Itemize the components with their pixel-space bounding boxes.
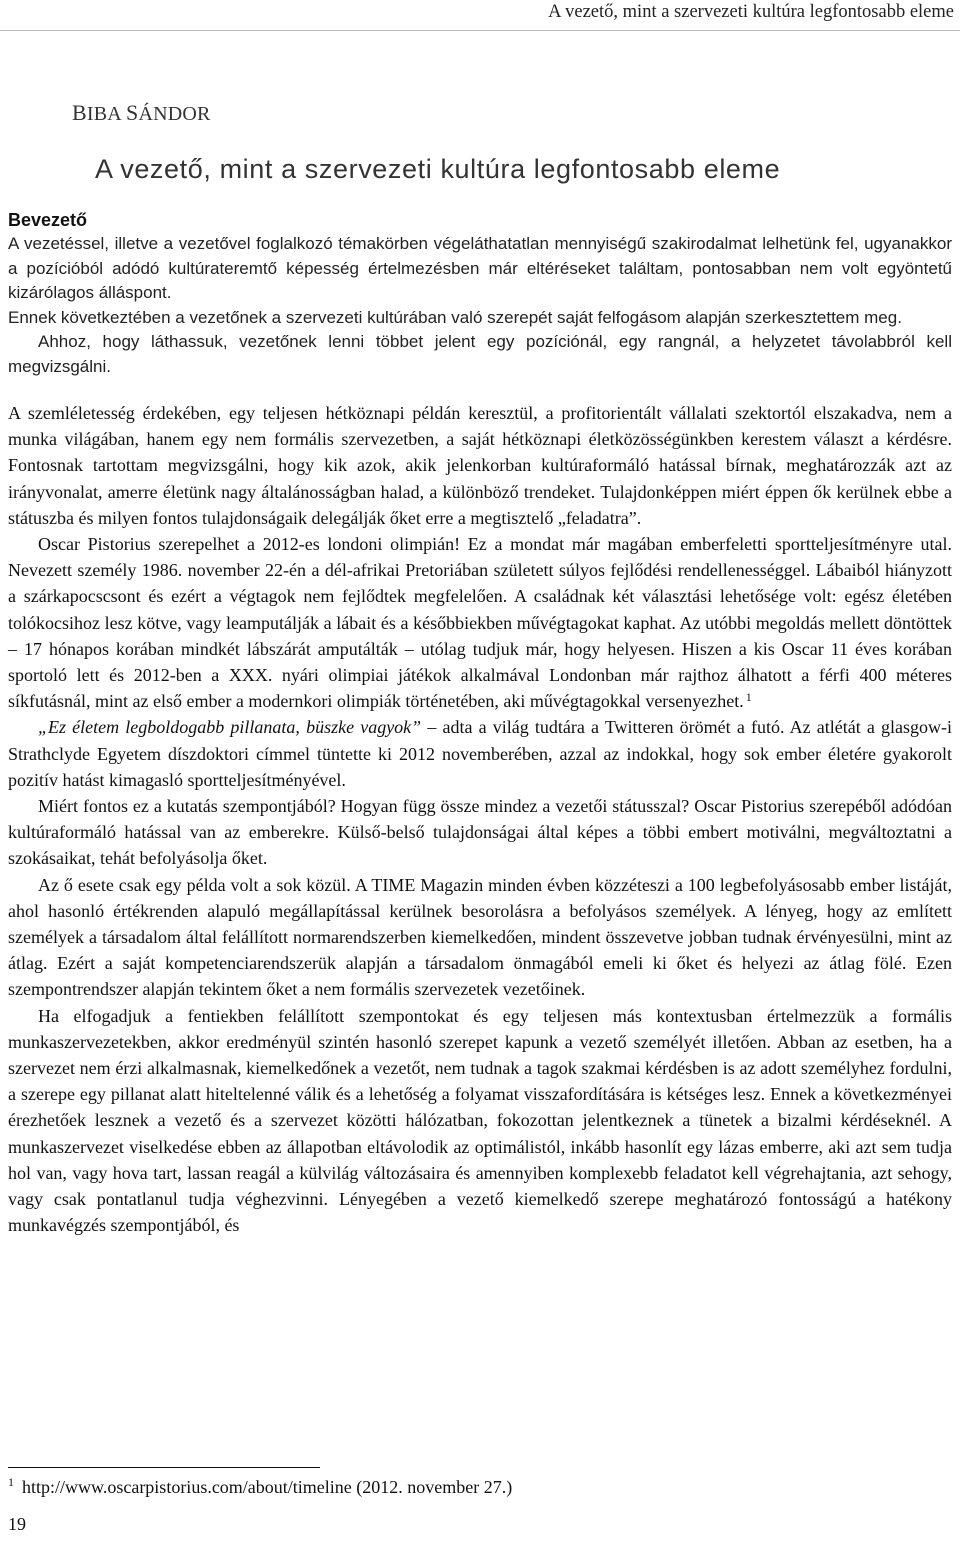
header-divider	[0, 30, 960, 31]
body-paragraph-5: Az ő esete csak egy példa volt a sok közül. A TIME Magazin minden évben közzéteszi a 100 legbefolyásosabb ember listáját, ahol hasonló értékrenden alapuló megállapítással kerülnek besorolásra a befolyásos személyek. A lényeg, hogy az említett személyek a társadalom által felállított normarendszerben kiemelkedően, mindent összevetve jobban tudnak érvényesülni, mint az átlag. Ezért a saját kompetenciarendszerük alapján a társadalom önmagából emeli ki őket és helyezi az átlag fölé. Ezen szempontrendszer alapján tekintem őket a nem formális szervezetek vezetőinek.	[8, 874, 952, 1000]
section-heading: Bevezető	[8, 210, 88, 230]
footnote-ref[interactable]: 1	[745, 690, 752, 705]
intro-paragraph-3: Ahhoz, hogy láthassuk, vezetőnek lenni többet jelent egy pozíciónál, egy rangnál, a helyzetet távolabbról kell megvizsgálni.	[8, 332, 952, 376]
body-paragraph-3-text: ‒ adta a világ tudtára a Twitteren örömét a futó. Az atlétát a glasgow-i Strathclyde Egyetem díszdoktori címmel tüntette ki 2012 novemberében, azzal az indokkal, hogy sok ember életére gyakorolt pozitív hatást kimagasló sportteljesítményével.	[8, 717, 952, 790]
author-name	[72, 100, 211, 126]
page-number: 19	[8, 1514, 26, 1534]
running-header-title: A vezető, mint a szervezeti kultúra legfontosabb eleme	[548, 2, 954, 22]
author-first-rest: IBA	[86, 103, 121, 125]
body-paragraph-6: Ha elfogadjuk a fentiekben felállított szempontokat és egy teljesen más kontextusban értelmezzük a formális munkaszervezetekben, akkor eredményül szintén hasonló szerepet kapunk a vezető személyét illetően. Abban az esetben, ha a szervezet nem érzi alkalmasnak, kiemelkedőnek a vezetőt, nem tudnak a tagok szakmai kérdésben is az adott személyhez fordulni, a szerepe egy pillanat alatt hiteltelenné válik és a lehetőség a folyamat visszafordítására is kétséges lesz. Ennek a következményei érezhetőek lesznek a vezető és a szervezet közötti hálózatban, fokozottan jelentkeznek a tünetek a bizalmi kérdéseknél. A munkaszervezet viselkedése ebben az állapotban eltávolodik az optimálistól, inkább hasonlít egy lázas emberre, aki azt sem tudja hol van, vagy hova tart, lassan reagál a külvilág változásaira és amennyiben komplexebb feladatot kell végrehajtania, azt sehogy, vagy csak pontatlanul tudja véghezvinni. Lényegében a vezető kiemelkedő szerepe meghatározó fontosságú a hatékony munkavégzés szempontjából, és	[8, 1005, 952, 1236]
body-paragraph-4: Miért fontos ez a kutatás szempontjából? Hogyan függ össze mindez a vezetői státusszal? Oscar Pistorius szerepéből adódóan kultúraformáló hatással van az emberekre. Külső-belső tulajdonságai által képes a többi embert motiválni, megváltoztatni a szokásaikat, tehát befolyásolja őket.	[8, 796, 952, 869]
footnote-divider	[8, 1467, 320, 1468]
footnote	[8, 1477, 512, 1498]
body-paragraph-2-text: Oscar Pistorius szerepelhet a 2012-es londoni olimpián! Ez a mondat már magában emberfeletti sportteljesítményre utal. Nevezett személy 1986. november 22-én a dél-afrikai Pretoriában született súlyos fejlődési rendellenességgel. Lábaiból hiányzott a szárkapocscsont és ezért a végtagok nem fejlődtek megfelelően. A családnak két választási lehetősége volt: egész életében tolókocsihoz lesz kötve, vagy leamputálják a lábait és a későbbiekben művégtagokat kaphat. Az utóbbi megoldás mellett döntöttek ‒ 17 hónapos korában mindkét lábszárát amputálták ‒ utólag tudjuk már, hogy helyesen. Hiszen a kis Oscar 11 éves korában sportoló lett és 2012-ben a XXX. nyári olimpiai játékok alkalmával Londonban már rajthoz álhatott a férfi 400 méteres síkfutásnál, mint az első ember a modernkori olimpiák történetében, aki művégtagokkal versenyezhet.	[8, 534, 952, 712]
intro-block	[8, 232, 952, 379]
author-first-initial: B	[72, 100, 87, 125]
author-last-initial: S	[126, 100, 139, 125]
body-text	[8, 400, 952, 1239]
body-paragraph-2	[8, 531, 952, 714]
body-paragraph-3	[8, 714, 952, 793]
quote-text: „Ez életem legboldogabb pillanata, büszke vagyok”	[38, 717, 422, 738]
article-title: A vezető, mint a szervezeti kultúra legfontosabb eleme	[95, 154, 781, 184]
body-paragraph-1: A szemléletesség érdekében, egy teljesen hétköznapi példán keresztül, a profitorientált vállalati szektortól elszakadva, nem a munka világában, hanem egy nem formális szervezetben, a saját hétköznapi életközösségünkben kerestem választ a kérdésre. Fontosnak tartottam megvizsgálni, hogy kik azok, akik jelenkorban kultúraformáló hatással bírnak, meghatározzák azt az irányvonalat, amerre életünk nagy általánosságban halad, a különböző trendeket. Tulajdonképpen miért éppen ők kerülnek ebbe a státuszba és milyen fontos tulajdonságaik delegálják őket erre a megtisztelő „feladatra”.	[8, 403, 952, 528]
intro-paragraph-1: A vezetéssel, illetve a vezetővel foglalkozó témakörben végeláthatatlan mennyiségű szakirodalmat lelhetünk fel, ugyanakkor a pozícióból adódó kultúrateremtő képesség értelmezésben már eltéréseket találtam, pontosabban nem volt egyöntetű kizárólagos álláspont.	[8, 234, 952, 302]
author-last-rest: ÁNDOR	[138, 103, 211, 125]
footnote-number: 1	[8, 1475, 14, 1489]
intro-paragraph-2: Ennek következtében a vezetőnek a szervezeti kultúrában való szerepét saját felfogásom alapján szerkesztettem meg.	[8, 307, 902, 327]
footnote-link[interactable]: http://www.oscarpistorius.com/about/timeline (2012. november 27.)	[22, 1477, 513, 1497]
